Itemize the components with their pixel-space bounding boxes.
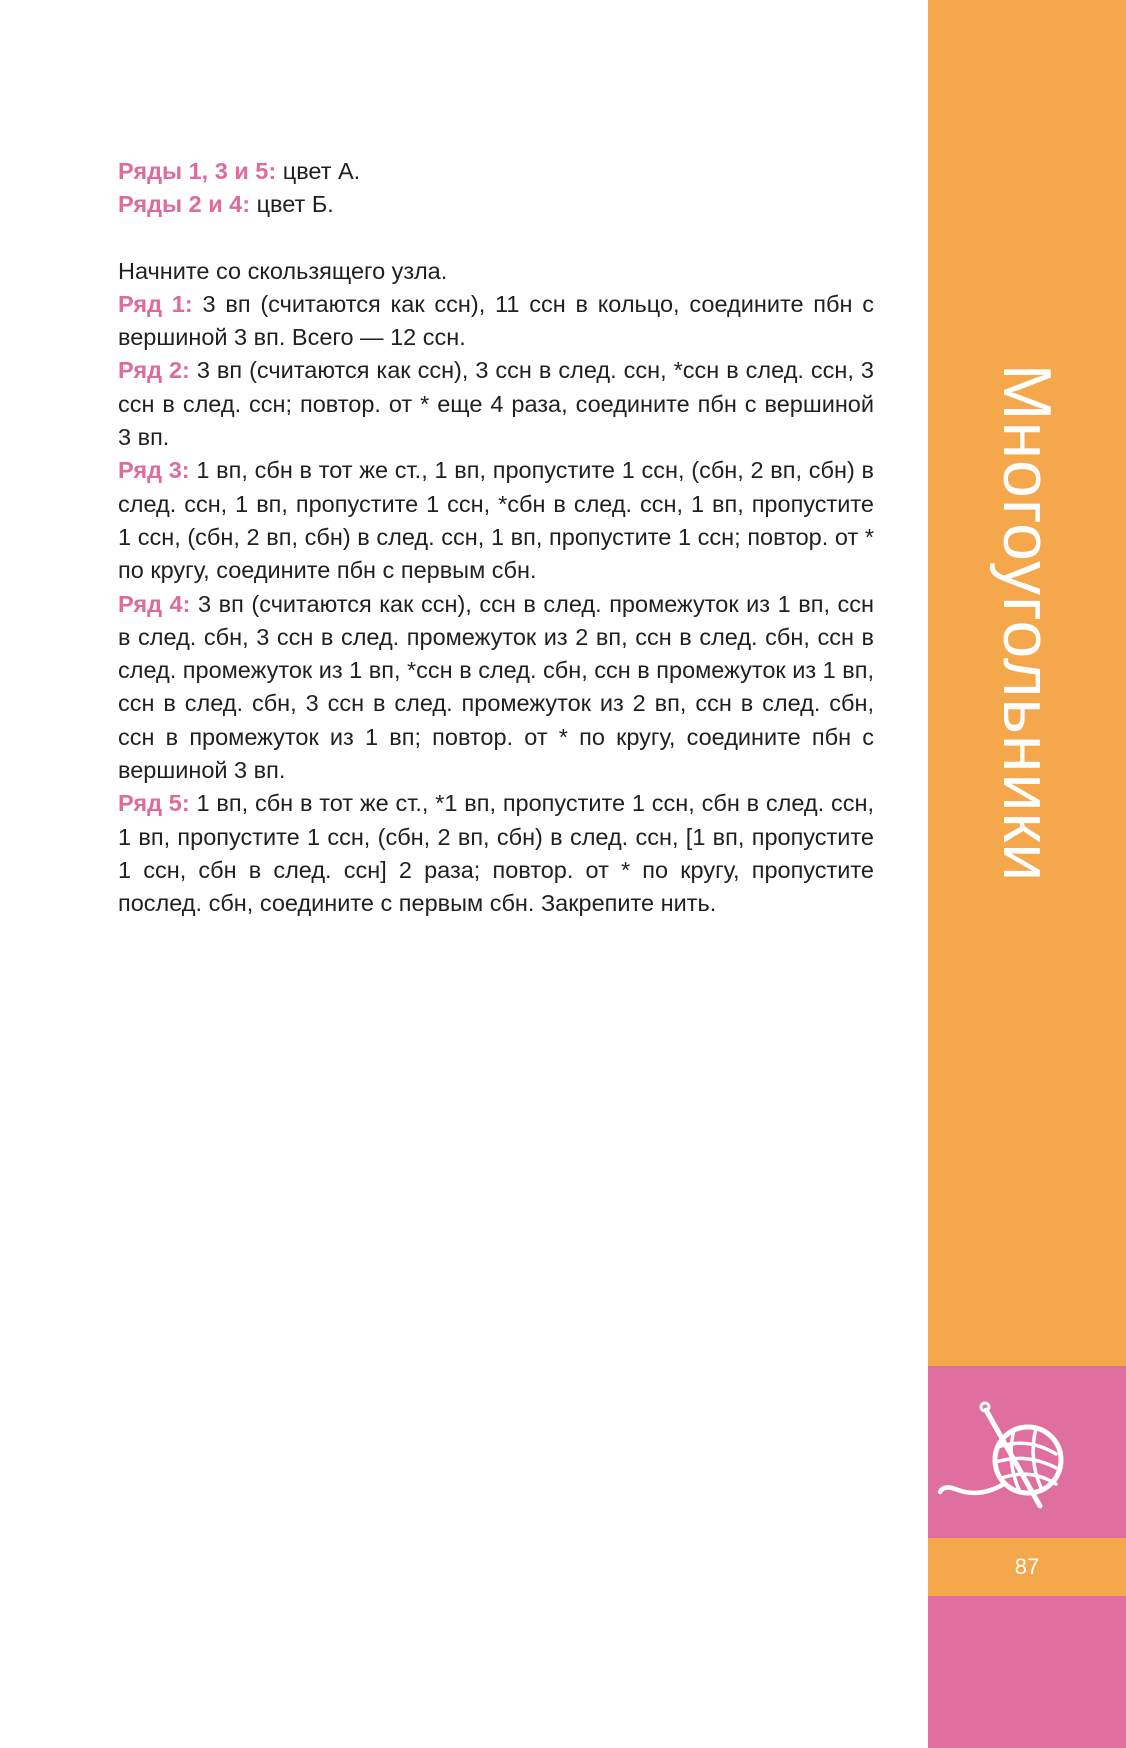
- color-text-b: цвет Б.: [250, 191, 334, 218]
- row-text: 1 вп, сбн в тот же ст., *1 вп, пропустите 1 ссн, сбн в след. ссн, 1 вп, пропустите 1 ссн, (сбн, 2 вп, сбн) в след. ссн, [1 вп, пропустите 1 ссн, сбн в след. ссн] 2 раза; повтор. от * по кругу, пропустите послед. сбн, соедините с первым сбн. Закрепите нить.: [118, 790, 874, 917]
- yarn-ball-hook-icon: [928, 1392, 1126, 1522]
- spacer: [118, 222, 874, 255]
- color-label-b: Ряды 2 и 4:: [118, 191, 251, 218]
- color-label-a: Ряды 1, 3 и 5:: [118, 158, 277, 184]
- row-1: [118, 288, 874, 355]
- row-text: 3 вп (считаются как ссн), ссн в след. промежуток из 1 вп, ссн в след. сбн, 3 ссн в след. промежуток из 2 вп, ссн в след. сбн, ссн в след. промежуток из 1 вп, *ссн в след. сбн, ссн в промежуток из 1 вп, ссн в след. сбн, 3 ссн в след. промежуток из 2 вп, ссн в след. сбн, ссн в промежуток из 1 вп; повтор. от * по кругу, соедините пбн с вершиной 3 вп.: [118, 590, 875, 784]
- page-number-strip: [928, 1538, 1126, 1596]
- start-instruction: Начните со скользящего узла.: [118, 257, 448, 284]
- sidebar-pink-bottom: [928, 1596, 1126, 1748]
- color-line-b: [118, 188, 874, 221]
- chapter-sidebar: [928, 0, 1126, 1748]
- row-text: 1 вп, сбн в тот же ст., 1 вп, пропустите 1 ссн, (сбн, 2 вп, сбн) в след. ссн, 1 вп, пропустите 1 ссн, *сбн в след. ссн, 1 вп, пропустите 1 ссн, (сбн, 2 вп, сбн) в след. ссн, 1 вп, пропустите 1 ссн; повтор. от * по кругу, соедините пбн с первым сбн.: [118, 457, 874, 584]
- chapter-title-wrap: [928, 0, 1126, 1366]
- row-text: 3 вп (считаются как ссн), 11 ссн в кольцо, соедините пбн с вершиной 3 вп. Всего — 12 ссн.: [118, 290, 874, 351]
- row-label: Ряд 5:: [118, 790, 190, 817]
- row-4: [118, 588, 874, 788]
- row-2: [118, 354, 874, 454]
- page-number: 87: [1014, 1554, 1040, 1579]
- chapter-title: Многоугольники: [989, 363, 1066, 883]
- row-label: Ряд 2:: [118, 357, 190, 384]
- color-text-a: цвет А.: [276, 158, 361, 184]
- row-3: [118, 454, 874, 587]
- row-5: [118, 787, 874, 920]
- color-line-a: [118, 155, 874, 188]
- row-label: Ряд 3:: [118, 457, 190, 484]
- row-label: Ряд 1:: [118, 290, 193, 317]
- main-text: [118, 155, 874, 921]
- row-text: 3 вп (считаются как ссн), 3 ссн в след. ссн, *ссн в след. ссн, 3 ссн в след. ссн; повтор. от * еще 4 раза, соедините пбн с вершиной 3 вп.: [118, 357, 874, 451]
- row-label: Ряд 4:: [118, 590, 191, 617]
